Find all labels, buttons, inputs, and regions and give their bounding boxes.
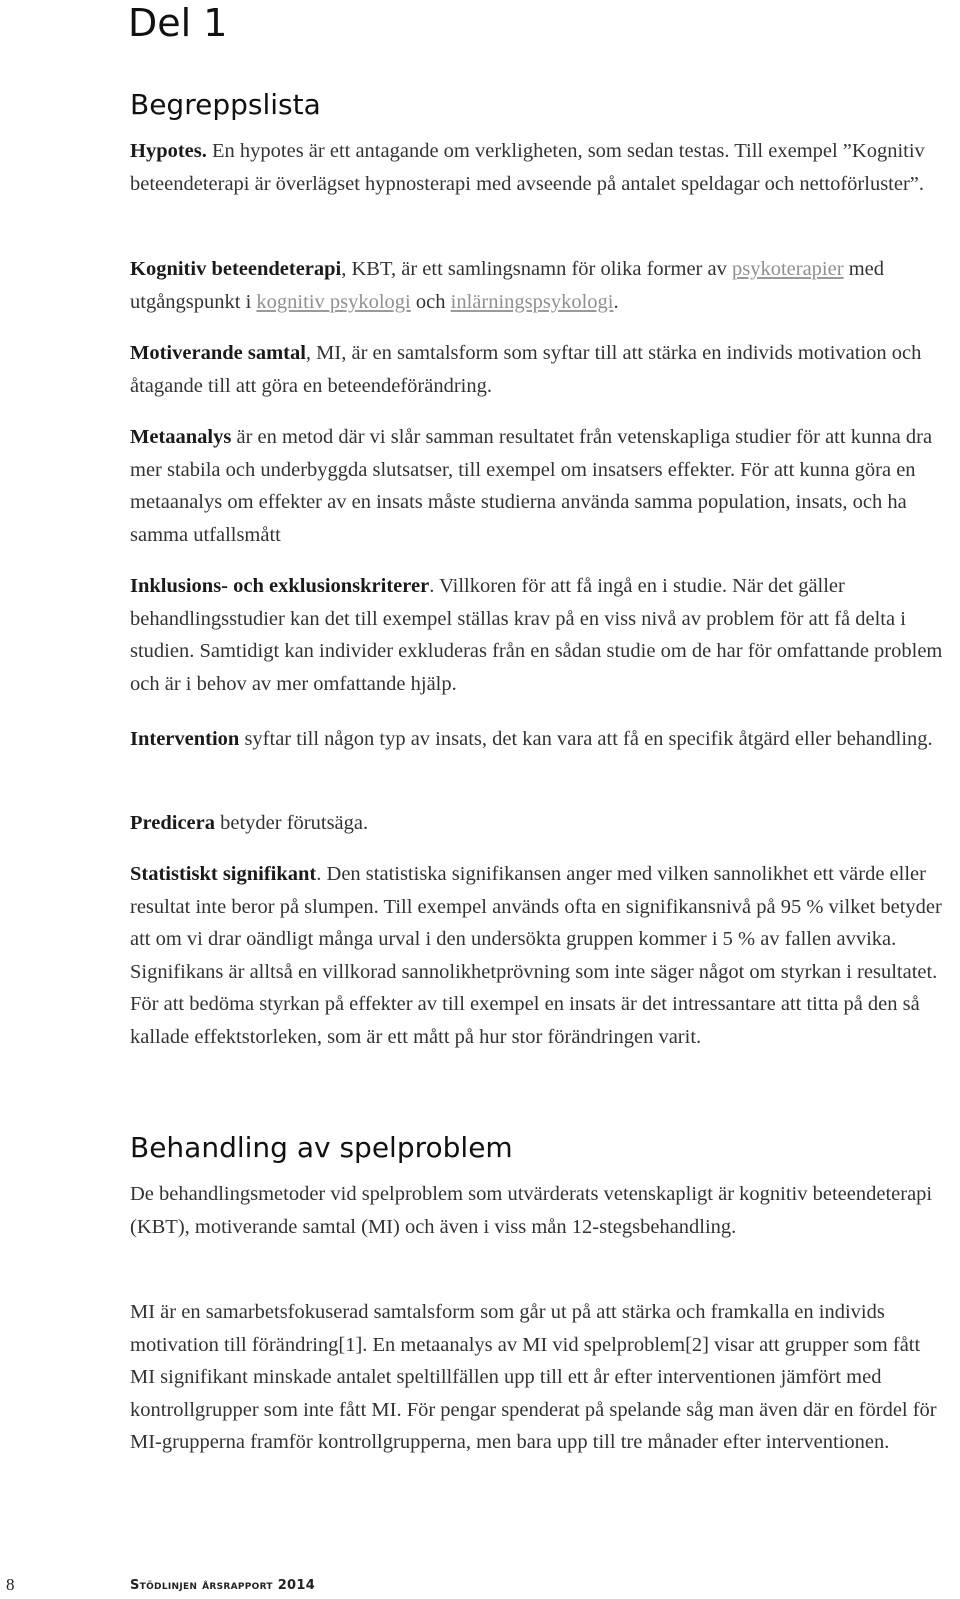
term-metaanalys: Metaanalys — [130, 426, 232, 448]
link-psykoterapier[interactable]: psykoterapier — [731, 258, 844, 280]
glossary-entry-inklusion — [130, 570, 945, 700]
definition-intervention: syftar till någon typ av insats, det kan vara att få en specifik åtgärd eller behandling. — [239, 728, 933, 750]
definition-kbt-part4: . — [613, 290, 619, 313]
page-number: 8 — [6, 1575, 15, 1594]
definition-kbt-part2: med utgångspunkt i — [130, 258, 884, 313]
definition-kbt-part3: och — [410, 290, 451, 313]
term-hypotes: Hypotes. — [130, 140, 207, 162]
treatment-paragraph-2: MI är en samarbetsfokuserad samtalsform som går ut på att stärka och framkalla en individs motivation till förändring[1]. En metaanalys av MI vid spelproblem[2] visar att grupper som fått MI signifikant minskade antalet speltillfällen upp till ett år efter interventionen jämfört med kontrollgrupper som inte fått MI. För pengar spenderat på spelande såg man även där en fördel för MI-grupperna framför kontrollgrupperna, men bara upp till tre månader efter interventionen. — [130, 1301, 937, 1453]
definition-predicera: betyder förutsäga. — [215, 812, 369, 834]
definition-inklusion: . Villkoren för att få ingå en i studie. När det gäller behandlingsstudier kan det till exempel ställas krav på en viss nivå av problem för att få delta i studien. Samtidigt kan individer exkluderas från en sådan studie om de har för omfattande problem och är i behov av mer omfattande hjälp. — [130, 575, 943, 695]
treatment-paragraph-1: De behandlingsmetoder vid spelproblem som utvärderats vetenskapligt är kognitiv beteendeterapi (KBT), motiverande samtal (MI) och även i viss mån 12-stegsbehandling. — [130, 1183, 933, 1238]
definition-metaanalys: är en metod där vi slår samman resultatet från vetenskapliga studier för att kunna dra mer stabila och underbyggda slutsatser, till exempel om insatsers effekter. För att kunna göra en metaanalys om effekter av en insats måste studierna använda samma population, insats, och ha samma utfallsmått — [130, 426, 933, 546]
part-heading: Del 1 — [128, 1, 228, 45]
link-kognitiv-psykologi[interactable]: kognitiv psykologi — [256, 290, 411, 313]
glossary-entry-hypotes — [130, 135, 945, 200]
glossary-entry-metaanalys — [130, 421, 945, 551]
definition-hypotes: En hypotes är ett antagande om verkligheten, som sedan testas. Till exempel ”Kognitiv beteendeterapi är överlägset hypnosterapi med avseende på antalet speldagar och nettoförluster”. — [130, 140, 925, 195]
definition-kbt-part1: , KBT, är ett samlingsnamn för olika former av — [341, 258, 732, 280]
glossary-entry-predicera — [130, 807, 945, 840]
glossary-entry-signifikant — [130, 858, 945, 1053]
glossary-heading: Begreppslista — [130, 88, 321, 121]
term-intervention: Intervention — [130, 728, 240, 750]
glossary-entry-kbt — [130, 253, 945, 318]
treatment-heading: Behandling av spelproblem — [130, 1131, 513, 1164]
term-kbt: Kognitiv beteendeterapi — [130, 258, 342, 280]
definition-signifikant: . Den statistiska signifikansen anger med vilken sannolikhet ett värde eller resultat inte beror på slumpen. Till exempel används ofta en signifikansnivå på 95 % vilket betyder att om vi drar oändligt många urval i den undersökta gruppen kommer i 5 % av fallen avvika. Signifikans är alltså en villkorad sannolikhetprövning som inte säger något om styrkan i resultatet. För att bedöma styrkan på effekter av till exempel en insats är det intressantare att titta på den så kallade effektstorleken, som är ett mått på hur stor förändringen varit. — [130, 863, 942, 1048]
definition-mi: , MI, är en samtalsform som syftar till att stärka en individs motivation och åtagande till att göra en beteendeförändring. — [130, 342, 922, 397]
glossary-entry-intervention — [130, 723, 945, 756]
term-signifikant: Statistiskt signifikant — [130, 863, 317, 885]
footer-title: Stödlinjen årsrapport 2014 — [130, 1578, 316, 1593]
term-predicera: Predicera — [130, 812, 215, 834]
glossary-entry-mi — [130, 337, 945, 402]
term-mi: Motiverande samtal — [130, 342, 306, 364]
link-inlarningspsykologi[interactable]: inlärningspsykologi — [450, 290, 614, 313]
term-inklusion: Inklusions- och exklusionskriterer — [130, 575, 430, 597]
